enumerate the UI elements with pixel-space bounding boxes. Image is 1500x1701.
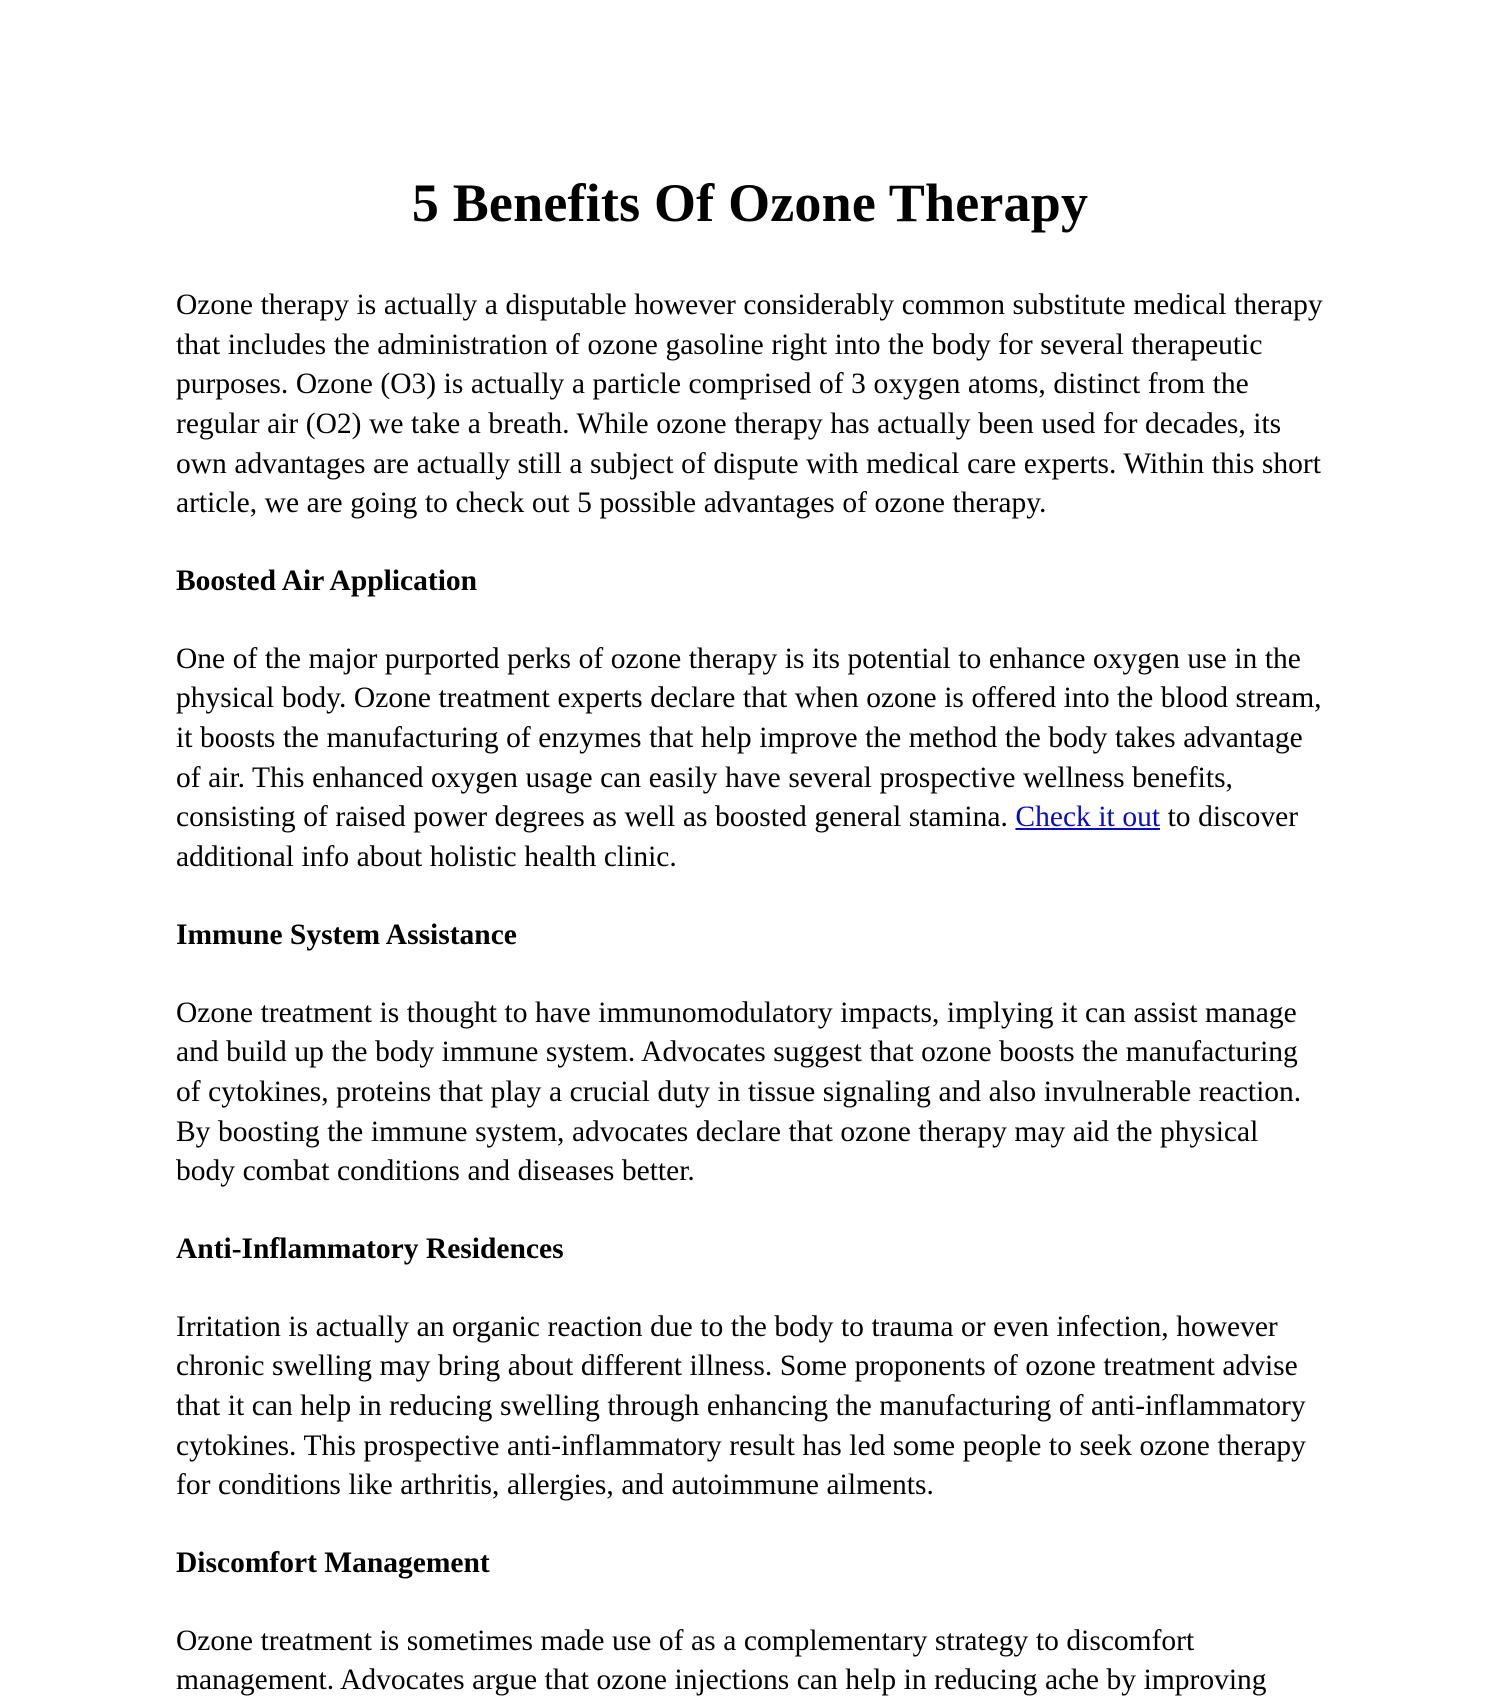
document-content-column: [176, 0, 1324, 1701]
section-paragraph-immune-system-assistance: Ozone treatment is thought to have immunomodulatory impacts, implying it can assist manage and build up the body immune system. Advocates suggest that ozone boosts the manufacturing of cytokines, proteins that play a crucial duty in tissue signaling and also invulnerable reaction. By boosting the immune system, advocates declare that ozone therapy may aid the physical body combat conditions and diseases better.: [176, 996, 1302, 1188]
section-heading-boosted-air-application: Boosted Air Application: [176, 565, 478, 598]
paragraph-text-after-link: to discover additional info about holistic health clinic.: [176, 801, 1299, 874]
check-it-out-link[interactable]: Check it out: [1015, 801, 1161, 834]
section-paragraph-discomfort-management: Ozone treatment is sometimes made use of as a complementary strategy to discomfort management. Advocates argue that ozone injections can help in reducing ache by improving: [176, 1624, 1267, 1697]
section-paragraph-anti-inflammatory-residences: Irritation is actually an organic reaction due to the body to trauma or even infection, however chronic swelling may bring about different illness. Some proponents of ozone treatment advise that it can help in reducing swelling through enhancing the manufacturing of anti-inflammatory cytokines. This prospective anti-inflammatory result has led some people to seek ozone therapy for conditions like arthritis, allergies, and autoimmune ailments.: [176, 1310, 1306, 1502]
paragraph-text-before-link: One of the major purported perks of ozone therapy is its potential to enhance oxygen use in the physical body. Ozone treatment experts declare that when ozone is offered into the blood stream, it boosts the manufacturing of enzymes that help improve the method the body takes advantage of air. This enhanced oxygen usage can easily have several prospective wellness benefits, consisting of raised power degrees as well as boosted general stamina.: [176, 642, 1322, 834]
section-heading-anti-inflammatory-residences: Anti-Inflammatory Residences: [176, 1232, 564, 1265]
section-heading-discomfort-management: Discomfort Management: [176, 1546, 490, 1579]
page-title: 5 Benefits Of Ozone Therapy: [411, 173, 1089, 233]
section-paragraph-boosted-air-application: [176, 640, 1324, 878]
intro-paragraph: Ozone therapy is actually a disputable however considerably common substitute medical therapy that includes the administration of ozone gasoline right into the body for several therapeutic purposes. Ozone (O3) is actually a particle comprised of 3 oxygen atoms, distinct from the regular air (O2) we take a breath. While ozone therapy has actually been used for decades, its own advantages are actually still a subject of dispute with medical care experts. Within this short article, we are going to check out 5 possible advantages of ozone therapy.: [176, 289, 1323, 520]
section-heading-immune-system-assistance: Immune System Assistance: [176, 918, 517, 951]
